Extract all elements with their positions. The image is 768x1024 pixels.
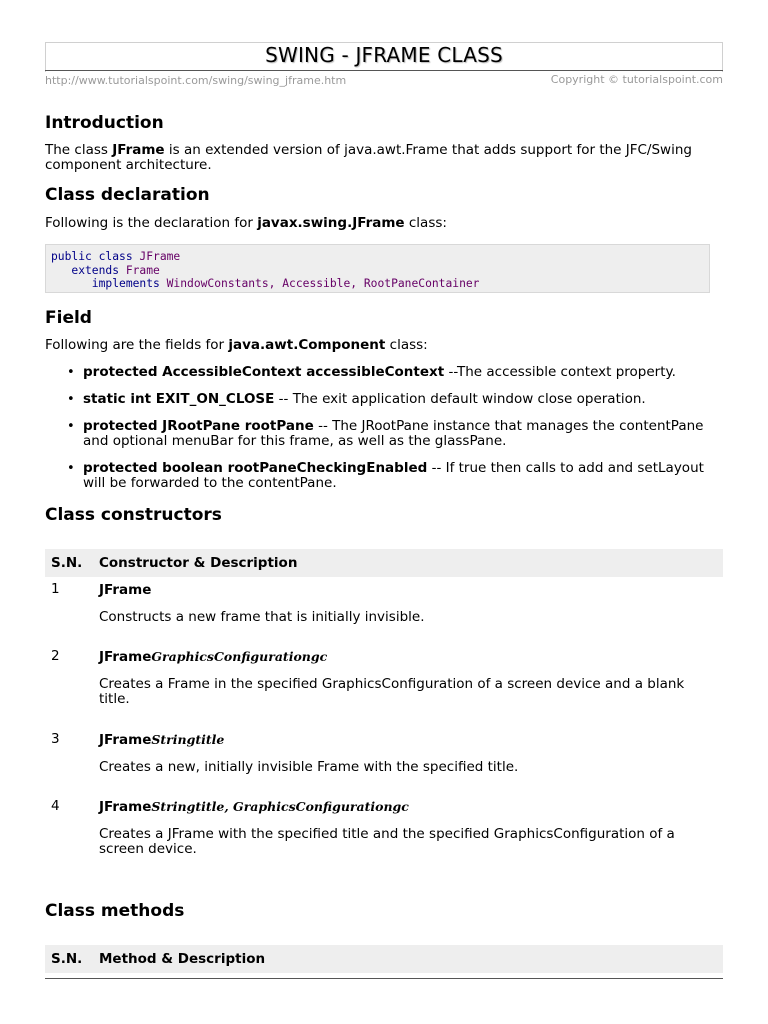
declaration-text-post: class: bbox=[404, 215, 447, 231]
constructor-name: JFrame bbox=[99, 582, 152, 598]
list-item bbox=[45, 365, 723, 380]
constructor-description: Creates a new, initially invisible Frame with the specified title. bbox=[99, 759, 519, 775]
code-block bbox=[45, 244, 710, 293]
field-paragraph bbox=[45, 338, 723, 353]
declaration-paragraph bbox=[45, 216, 723, 231]
declaration-text-pre: Following is the declaration for bbox=[45, 215, 258, 231]
field-class-name: java.awt.Component bbox=[228, 337, 386, 353]
column-header-description: Method & Description bbox=[99, 951, 266, 967]
code-type: Frame bbox=[125, 263, 160, 277]
list-item bbox=[45, 461, 723, 491]
bullet-icon: • bbox=[67, 392, 75, 407]
field-heading: Field bbox=[45, 308, 92, 328]
constructor-signature bbox=[99, 649, 327, 665]
field-signature: static int EXIT_ON_CLOSE bbox=[83, 391, 275, 407]
introduction-paragraph bbox=[45, 143, 723, 173]
constructor-description: Creates a Frame in the specified GraphicsConfiguration of a screen device and a blank title. bbox=[99, 676, 685, 707]
constructor-signature bbox=[99, 582, 151, 598]
page-title: SWING - JFRAME CLASS bbox=[265, 43, 503, 67]
intro-text-post: is an extended version of java.awt.Frame that adds support for the JFC/Swing component architecture. bbox=[45, 142, 692, 173]
class-declaration-heading: Class declaration bbox=[45, 185, 210, 205]
bullet-icon: • bbox=[67, 365, 75, 380]
bullet-icon: • bbox=[67, 461, 75, 476]
field-signature: protected boolean rootPaneCheckingEnabled bbox=[83, 460, 428, 476]
field-text-pre: Following are the fields for bbox=[45, 337, 229, 353]
row-number: 2 bbox=[51, 648, 60, 664]
field-description: -- If true then calls to add and setLayout will be forwarded to the contentPane. bbox=[83, 460, 704, 491]
constructor-name: JFrame bbox=[99, 649, 152, 665]
class-methods-heading: Class methods bbox=[45, 901, 185, 921]
field-list bbox=[45, 365, 723, 503]
constructor-params: GraphicsConfigurationgc bbox=[151, 649, 328, 664]
class-constructors-heading: Class constructors bbox=[45, 505, 222, 525]
constructor-params: Stringtitle, GraphicsConfigurationgc bbox=[151, 799, 409, 814]
introduction-heading: Introduction bbox=[45, 113, 164, 133]
constructor-signature bbox=[99, 799, 409, 815]
list-item bbox=[45, 392, 723, 407]
source-url[interactable]: http://www.tutorialspoint.com/swing/swing_jframe.htm bbox=[45, 74, 347, 87]
table-header bbox=[45, 549, 723, 577]
constructor-description: Creates a JFrame with the specified title and the specified GraphicsConfiguration of a screen device. bbox=[99, 826, 675, 857]
code-keyword: extends bbox=[51, 263, 126, 277]
field-description: --The accessible context property. bbox=[444, 364, 676, 380]
row-number: 1 bbox=[51, 581, 60, 597]
constructor-name: JFrame bbox=[99, 732, 152, 748]
constructor-name: JFrame bbox=[99, 799, 152, 815]
field-description: -- The JRootPane instance that manages the contentPane and optional menuBar for this frame, as well as the glassPane. bbox=[83, 418, 704, 449]
intro-text-pre: The class bbox=[45, 142, 113, 158]
constructor-signature bbox=[99, 732, 224, 748]
field-signature: protected AccessibleContext accessibleContext bbox=[83, 364, 445, 380]
bullet-icon: • bbox=[67, 419, 75, 434]
declaration-class-name: javax.swing.JFrame bbox=[257, 215, 405, 231]
title-rule bbox=[45, 70, 723, 71]
intro-class-name: JFrame bbox=[112, 142, 165, 158]
code-type: WindowConstants, Accessible, RootPaneContainer bbox=[166, 277, 480, 290]
column-header-sn: S.N. bbox=[51, 555, 83, 571]
field-signature: protected JRootPane rootPane bbox=[83, 418, 314, 434]
copyright-notice: Copyright © tutorialspoint.com bbox=[550, 73, 723, 86]
code-type: JFrame bbox=[139, 250, 181, 263]
methods-table bbox=[45, 945, 723, 973]
row-number: 4 bbox=[51, 798, 60, 814]
row-number: 3 bbox=[51, 731, 60, 747]
field-description: -- The exit application default window close operation. bbox=[274, 391, 646, 407]
code-keyword: public class bbox=[51, 250, 140, 263]
field-text-post: class: bbox=[385, 337, 428, 353]
column-header-sn: S.N. bbox=[51, 951, 83, 967]
table-header bbox=[45, 945, 723, 973]
constructors-table bbox=[45, 549, 723, 857]
bottom-rule bbox=[45, 978, 723, 979]
constructor-params: Stringtitle bbox=[151, 732, 225, 747]
code-keyword: implements bbox=[51, 277, 167, 290]
column-header-description: Constructor & Description bbox=[99, 555, 298, 571]
constructor-description: Constructs a new frame that is initially invisible. bbox=[99, 609, 425, 625]
list-item bbox=[45, 419, 723, 449]
